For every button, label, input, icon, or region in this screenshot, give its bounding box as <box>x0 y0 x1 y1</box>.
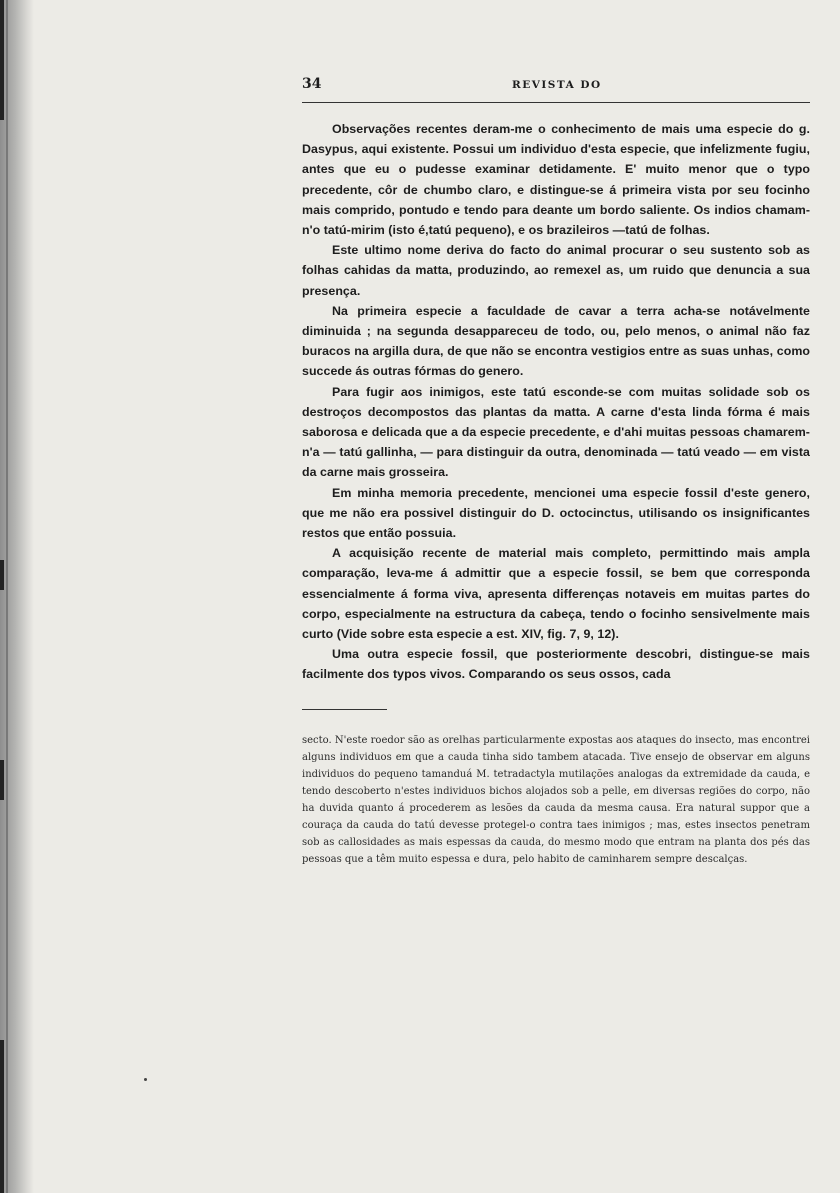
page-number: 34 <box>302 76 322 92</box>
stray-mark <box>144 1078 147 1081</box>
page <box>302 76 810 868</box>
footnote: secto. N'este roedor são as orelhas particularmente expostas aos ataques do insecto, mas encontrei alguns individuos em que a cauda tinha sido tambem atacada. Tive ensejo de observar em alguns individuos do pequeno tamanduá M. tetradactyla mutilações analogas da extremidade da cauda, e tendo descoberto n'estes individuos bichos alojados sob a pelle, em diversas regiões do corpo, não ha duvida quanto á procederem as lesões da cauda da mesma causa. Era natural suppor que a couraça da cauda do tatú devesse protegel-o contra taes inimigos ; mas, estes insectos penetram sob as callosidades as mais espessas da cauda, do mesmo modo que entram na planta dos pés das pessoas que a têm muito espessa e dura, pelo habito de caminharem sempre descalças. <box>302 734 810 866</box>
gutter-mark <box>0 1040 4 1193</box>
header-rule <box>302 102 810 103</box>
footnote-separator <box>302 709 387 710</box>
paragraph: Em minha memoria precedente, mencionei uma especie fossil d'este genero, que me não era possivel distinguir do D. octocinctus, utilisando os insignificantes restos que então possuia. <box>302 485 810 541</box>
page-header <box>302 76 810 98</box>
paragraph: Para fugir aos inimigos, este tatú esconde-se com muitas solidade sob os destroços decompostos das plantas da matta. A carne d'esta linda fórma é mais saborosa e delicada que a da especie precedente, e d'ahi muitas pessoas chamarem-n'a — tatú gallinha, — para distinguir da outra, denominada — tatú veado — em vista da carne mais grosseira. <box>302 384 810 480</box>
gutter-mark <box>0 0 4 120</box>
running-title: REVISTA DO <box>512 79 602 91</box>
paragraph: Observações recentes deram-me o conhecimento de mais uma especie do g. Dasypus, aqui existente. Possui um individuo d'esta especie, que infelizmente fugiu, antes que eu o pudesse examinar detidamente. E' muito menor que o typo precedente, côr de chumbo claro, e distingue-se á primeira vista por seu focinho mais comprido, pontudo e tendo para deante um bordo saliente. Os indios chamam-n'o tatú-mirim (isto é,tatú pequeno), e os brazileiros —tatú de folhas. <box>302 122 810 238</box>
paragraph: Na primeira especie a faculdade de cavar a terra acha-se notávelmente diminuida ; na segunda desappareceu de todo, ou, pelo menos, o animal não faz buracos na argilla dura, de que não se encontra vestigios entre as suas unhas, como succede ás outras fórmas do genero. <box>302 303 810 379</box>
paragraph: A acquisição recente de material mais completo, permittindo mais ampla comparação, leva-me á admittir que a especie fossil, se bem que corresponda essencialmente á forma viva, apresenta differenças notaveis em muitas partes do corpo, especialmente na estructura da cabeça, tendo o focinho sensivelmente mais curto (Vide sobre esta especie a est. XIV, fig. 7, 9, 12). <box>302 546 810 642</box>
gutter-mark <box>0 560 4 590</box>
binding-gutter <box>0 0 34 1193</box>
paragraph: Uma outra especie fossil, que posteriormente descobri, distingue-se mais facilmente dos typos vivos. Comparando os seus ossos, cada <box>302 647 810 682</box>
main-text <box>302 119 810 685</box>
gutter-line <box>6 0 8 1193</box>
gutter-mark <box>0 760 4 800</box>
paragraph: Este ultimo nome deriva do facto do animal procurar o seu sustento sob as folhas cahidas da matta, produzindo, ao remexel as, um ruido que denuncia a sua presença. <box>302 243 810 298</box>
